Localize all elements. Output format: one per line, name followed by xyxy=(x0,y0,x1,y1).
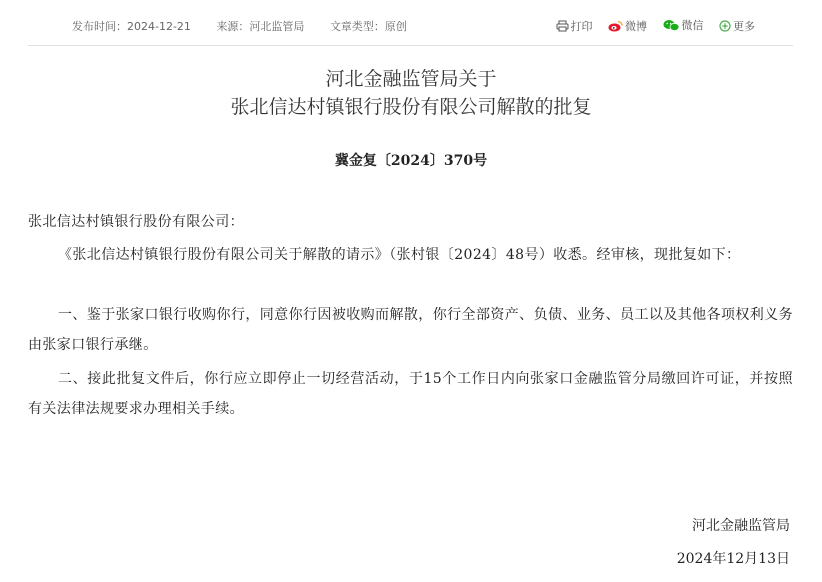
issue-date: 2024年12月13日 xyxy=(676,551,790,567)
weibo-share-button[interactable] xyxy=(608,18,647,34)
wechat-label: 微信 xyxy=(681,19,704,32)
share-toolbar xyxy=(544,17,756,35)
body-paragraph: 二、接此批复文件后，你行应立即停止一切经营活动，于15个工作日内向张家口金融监管分局缴回许可证，并按照有关法律法规要求办理相关手续。 xyxy=(28,371,793,417)
printer-icon xyxy=(556,20,569,32)
weibo-label: 微博 xyxy=(625,19,647,33)
article-type: 文章类型：原创 xyxy=(329,20,407,33)
document-number: 冀金复〔2024〕370号 xyxy=(334,153,488,169)
issuer-signature: 河北金融监管局 xyxy=(692,518,790,534)
weibo-icon xyxy=(608,20,623,32)
more-label: 更多 xyxy=(733,19,755,33)
article-meta xyxy=(72,18,429,34)
print-label: 打印 xyxy=(570,19,593,33)
document-title-line-2: 张北信达村镇银行股份有限公司解散的批复 xyxy=(230,96,592,118)
source: 来源：河北监管局 xyxy=(216,20,305,33)
wechat-share-button[interactable] xyxy=(663,17,704,33)
document-title-line-1: 河北金融监管局关于 xyxy=(325,68,497,90)
plus-circle-icon xyxy=(719,20,731,32)
publish-date: 发布时间：2024-12-21 xyxy=(72,20,191,33)
print-button[interactable] xyxy=(556,18,593,34)
body-paragraph: 《张北信达村镇银行股份有限公司关于解散的请示》（张村银〔2024〕48号）收悉。经审核，现批复如下： xyxy=(58,247,741,263)
more-share-button[interactable] xyxy=(719,18,755,34)
article-meta-bar xyxy=(28,0,793,46)
wechat-icon xyxy=(663,19,680,32)
addressee: 张北信达村镇银行股份有限公司： xyxy=(28,214,244,230)
body-paragraph: 一、鉴于张家口银行收购你行，同意你行因被收购而解散，你行全部资产、负债、业务、员工以及其他各项权利义务由张家口银行承继。 xyxy=(28,307,793,353)
